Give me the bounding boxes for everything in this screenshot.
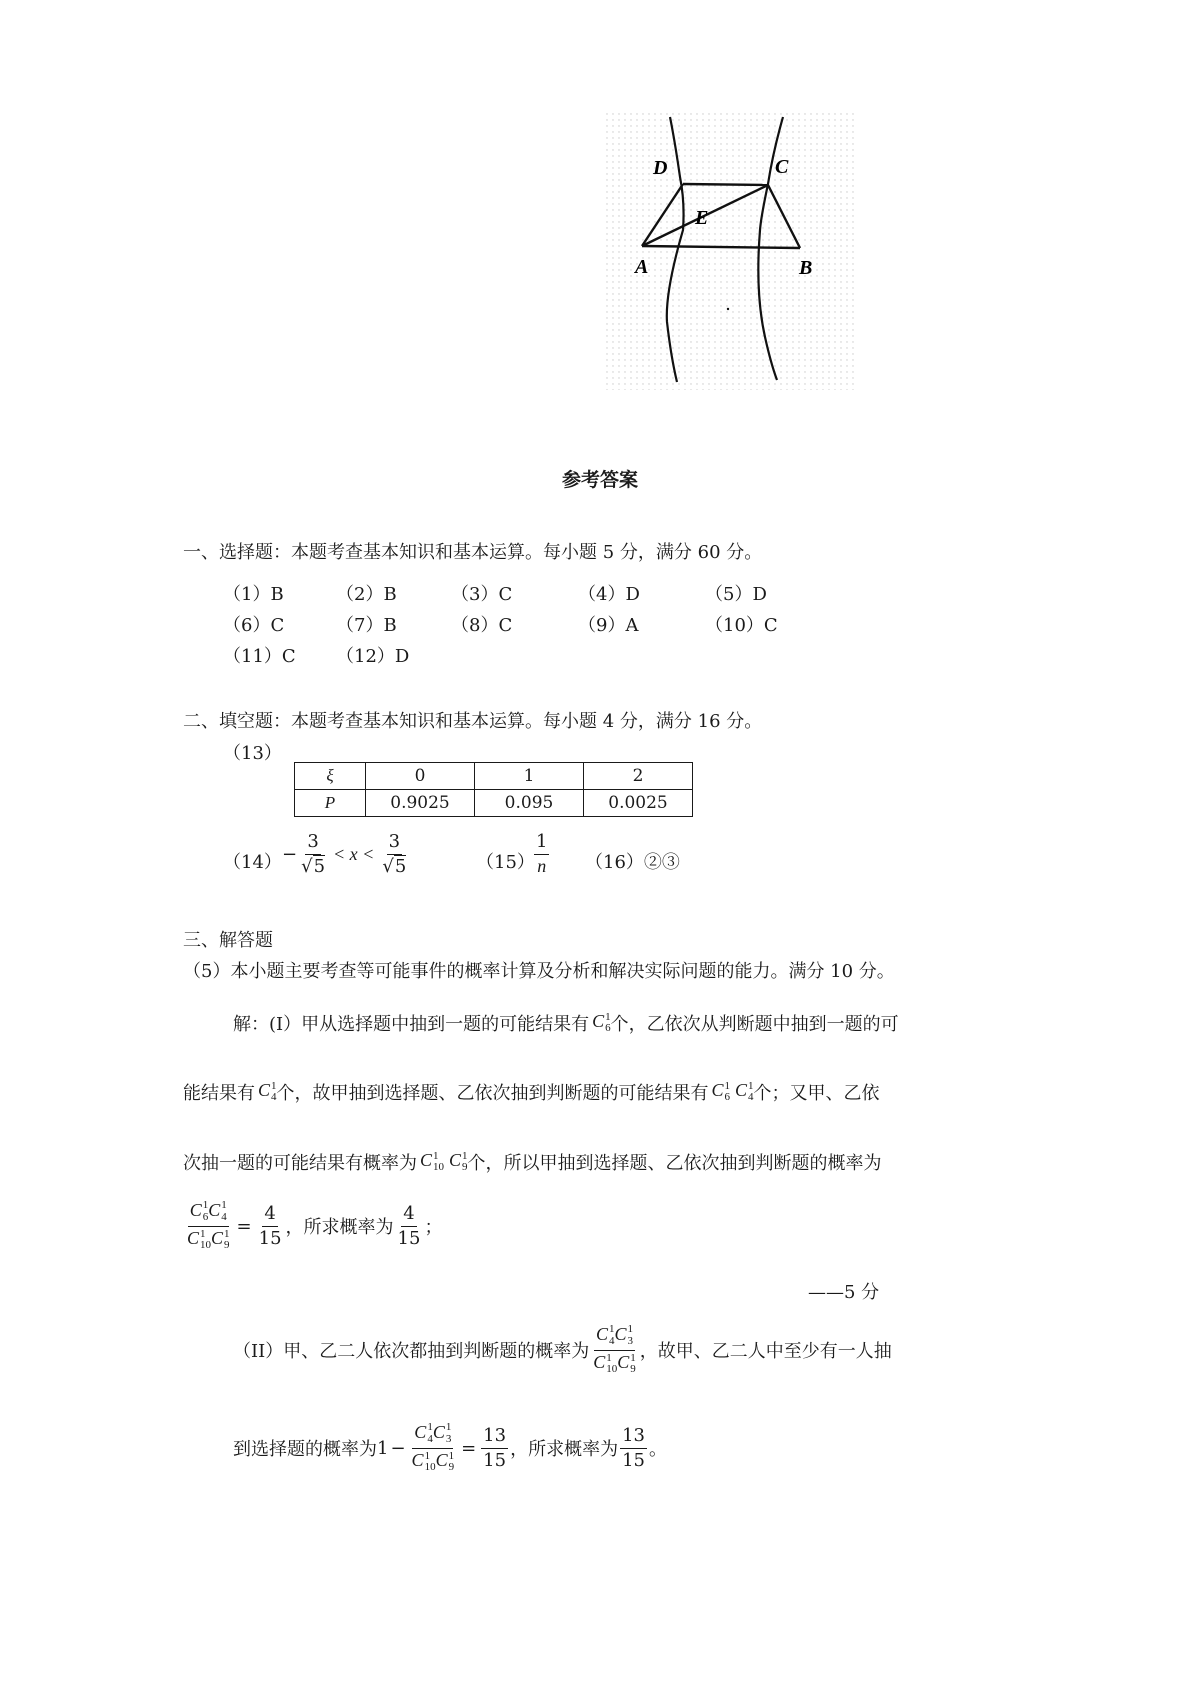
c-letter: C xyxy=(414,1422,427,1443)
fraction-13-15 xyxy=(620,1426,647,1471)
combination-c31 xyxy=(614,1323,633,1347)
sub: 9 xyxy=(448,1461,455,1474)
section1-header: 一、选择题：本题考查基本知识和基本运算。每小题 5 分，满分 60 分。 xyxy=(183,542,763,563)
section3-header: 三、解答题 xyxy=(183,930,273,951)
fraction-num: 4 xyxy=(262,1204,277,1227)
c-letter: C xyxy=(420,1150,433,1171)
answer-11: （11）C xyxy=(223,646,296,667)
label-d: D xyxy=(653,157,668,179)
sub: 3 xyxy=(627,1334,633,1347)
section2-header: 二、填空题：本题考查基本知识和基本运算。每小题 4 分，满分 16 分。 xyxy=(183,711,763,732)
answer-6: （6）C xyxy=(223,615,285,636)
sqrt-icon: √5 xyxy=(382,855,407,877)
minus-sign: − xyxy=(390,1437,406,1459)
c-letter: C xyxy=(735,1080,748,1101)
q14-mid: < x < xyxy=(333,843,375,864)
text-span: 解：(I）甲从选择题中抽到一题的可能结果有 xyxy=(233,1014,590,1035)
sup: 1 xyxy=(605,1010,611,1023)
figure-dot xyxy=(727,308,729,310)
q14-label: （14） xyxy=(223,852,282,873)
text-span: （II）甲、乙二人依次都抽到判断题的概率为 xyxy=(233,1341,590,1362)
sub: 10 xyxy=(424,1461,436,1474)
sub: 9 xyxy=(630,1363,636,1376)
solution-line-1 xyxy=(233,1005,899,1041)
fraction-den: 15 xyxy=(483,1449,507,1471)
combination-c41 xyxy=(258,1080,277,1103)
sub: 9 xyxy=(462,1161,468,1174)
sup: 1 xyxy=(433,1149,439,1162)
fraction-num xyxy=(188,1200,229,1226)
geometry-figure xyxy=(605,112,855,390)
score-marker: ——5 分 xyxy=(808,1282,880,1303)
combination-c41 xyxy=(208,1199,227,1223)
fraction-4-15 xyxy=(396,1204,423,1249)
sup: 1 xyxy=(202,1199,209,1212)
solution-line-4 xyxy=(183,1196,442,1256)
problem-statement: （5）本小题主要考查等可能事件的概率计算及分析和解决实际问题的能力。满分 10 分。 xyxy=(183,961,895,982)
table-row xyxy=(295,763,693,790)
q14-left-fraction xyxy=(299,832,327,877)
number-one: 1 xyxy=(377,1437,389,1459)
sqrt-icon: √5 xyxy=(301,855,326,877)
q13-label: （13） xyxy=(223,743,282,764)
sub: 4 xyxy=(271,1091,277,1104)
table-cell: 0.9025 xyxy=(366,790,475,817)
solution-part2-line-1 xyxy=(233,1320,892,1380)
sup: 1 xyxy=(200,1227,206,1240)
table-cell: P xyxy=(295,790,366,817)
sub: 6 xyxy=(605,1022,611,1035)
label-c: C xyxy=(775,156,789,178)
solution-line-3 xyxy=(183,1144,882,1180)
table-row xyxy=(295,790,693,817)
text-span: ，所求概率为 xyxy=(285,1217,394,1238)
distribution-table xyxy=(294,762,693,817)
table-cell: 0 xyxy=(366,763,475,790)
sub: 4 xyxy=(748,1091,754,1104)
sup: 1 xyxy=(630,1351,636,1364)
combination-c91 xyxy=(435,1449,455,1474)
q15-label: （15） xyxy=(476,852,535,873)
fraction-num: 13 xyxy=(481,1426,508,1449)
text-span: 能结果有 xyxy=(183,1083,255,1104)
fraction-den xyxy=(591,1351,638,1376)
text-span: 到选择题的概率为 xyxy=(233,1439,377,1460)
c-letter: C xyxy=(617,1352,630,1373)
table-cell: ξ xyxy=(295,763,366,790)
sup: 1 xyxy=(606,1351,612,1364)
sup: 1 xyxy=(724,1079,731,1092)
c-letter: C xyxy=(208,1200,221,1221)
fraction-den: 15 xyxy=(397,1227,421,1249)
table-cell: 0.095 xyxy=(475,790,584,817)
page-title: 参考答案 xyxy=(561,469,638,491)
fraction-num xyxy=(412,1422,453,1448)
q16-answer: （16）②③ xyxy=(585,852,680,873)
equals-sign: = xyxy=(236,1215,252,1237)
table-cell: 1 xyxy=(475,763,584,790)
fraction-num: 13 xyxy=(620,1426,647,1449)
q15-num: 1 xyxy=(534,832,549,855)
q14-right-num: 3 xyxy=(387,832,402,855)
label-b: B xyxy=(799,257,813,279)
probability-fraction-2 xyxy=(591,1324,638,1375)
table-cell: 0.0025 xyxy=(584,790,693,817)
q15-den: n xyxy=(537,855,547,876)
combination-c101 xyxy=(593,1351,618,1376)
sub: 6 xyxy=(202,1210,209,1223)
sub: 6 xyxy=(724,1091,731,1104)
c-letter: C xyxy=(449,1150,462,1171)
fraction-num xyxy=(594,1324,635,1350)
fraction-den xyxy=(185,1227,232,1252)
answer-8: （8）C xyxy=(451,615,513,636)
combination-c31 xyxy=(432,1421,452,1445)
combination-c41 xyxy=(414,1421,433,1445)
solution-part2-line-2 xyxy=(233,1418,667,1478)
answer-10: （10）C xyxy=(705,615,778,636)
combination-c101 xyxy=(187,1227,212,1252)
c-letter: C xyxy=(614,1324,627,1345)
answer-9: （9）A xyxy=(578,615,639,636)
text-span: ，故甲、乙二人中至少有一人抽 xyxy=(639,1341,892,1362)
combination-c41 xyxy=(735,1080,754,1103)
segment-dc xyxy=(683,184,768,185)
text-span: 次抽一题的可能结果有概率为 xyxy=(183,1153,417,1174)
sup: 1 xyxy=(427,1421,433,1434)
sup: 1 xyxy=(608,1323,615,1336)
probability-fraction-1 xyxy=(185,1200,232,1251)
fraction-den xyxy=(410,1449,457,1474)
text-span: 个，所以甲抽到选择题、乙依次抽到判断题的概率为 xyxy=(467,1153,882,1174)
combination-c101 xyxy=(411,1449,436,1474)
sup: 1 xyxy=(627,1323,633,1336)
combination-c61 xyxy=(592,1011,611,1034)
combination-c101 xyxy=(420,1150,444,1173)
equals-sign: = xyxy=(461,1437,477,1459)
sub: 10 xyxy=(200,1239,212,1252)
combination-c91 xyxy=(449,1150,468,1173)
c-letter: C xyxy=(189,1200,202,1221)
sup: 1 xyxy=(224,1227,230,1240)
sub: 4 xyxy=(221,1210,227,1223)
c-letter: C xyxy=(711,1080,724,1101)
text-span: ； xyxy=(424,1217,443,1238)
sup: 1 xyxy=(748,1079,754,1092)
c-letter: C xyxy=(187,1228,200,1249)
answer-1: （1）B xyxy=(223,584,284,605)
solution-line-2 xyxy=(183,1074,880,1110)
answer-3: （3）C xyxy=(451,584,513,605)
fraction-den: 15 xyxy=(258,1227,282,1249)
text-span: 个；又甲、乙依 xyxy=(753,1083,880,1104)
sub: 10 xyxy=(606,1363,618,1376)
c-letter: C xyxy=(435,1450,448,1471)
combination-c41 xyxy=(595,1323,615,1347)
answer-2: （2）B xyxy=(336,584,397,605)
fraction-den: 15 xyxy=(622,1449,645,1471)
sub: 4 xyxy=(427,1432,433,1445)
answer-4: （4）D xyxy=(578,584,640,605)
c-letter: C xyxy=(592,1011,605,1032)
text-span: 个，故甲抽到选择题、乙依次抽到判断题的可能结果有 xyxy=(276,1083,709,1104)
combination-c91 xyxy=(617,1351,636,1376)
q15-fraction xyxy=(534,832,549,877)
q14-left-radicand: 5 xyxy=(313,855,326,877)
text-span: 个，乙依次从判断题中抽到一题的可 xyxy=(610,1014,899,1035)
sub: 9 xyxy=(224,1239,230,1252)
fraction-num: 4 xyxy=(401,1204,416,1227)
sub: 3 xyxy=(445,1432,452,1445)
q14-right-fraction xyxy=(380,832,408,877)
combination-c61 xyxy=(712,1080,731,1103)
text-span: 。 xyxy=(648,1439,667,1460)
sub: 10 xyxy=(433,1161,445,1174)
text-span: ，所求概率为 xyxy=(510,1439,619,1460)
sup: 1 xyxy=(221,1199,227,1212)
c-letter: C xyxy=(211,1228,224,1249)
q14-answer xyxy=(282,832,410,877)
fraction-13-15 xyxy=(481,1426,508,1471)
figure-background xyxy=(605,112,855,390)
q14-right-radicand: 5 xyxy=(394,855,407,877)
combination-c61 xyxy=(189,1199,209,1223)
sup: 1 xyxy=(445,1421,452,1434)
c-letter: C xyxy=(595,1324,608,1345)
c-letter: C xyxy=(593,1352,606,1373)
q14-minus: − xyxy=(282,843,298,865)
answer-12: （12）D xyxy=(336,646,410,667)
probability-fraction-3 xyxy=(410,1422,457,1473)
sub: 4 xyxy=(608,1334,615,1347)
table-cell: 2 xyxy=(584,763,693,790)
answer-7: （7）B xyxy=(336,615,397,636)
label-a: A xyxy=(635,256,649,278)
combination-c91 xyxy=(211,1227,230,1252)
sup: 1 xyxy=(448,1449,455,1462)
q14-left-num: 3 xyxy=(305,832,320,855)
label-e: E xyxy=(695,207,709,229)
sup: 1 xyxy=(462,1149,468,1162)
q15-answer xyxy=(532,832,551,877)
sup: 1 xyxy=(271,1079,277,1092)
answer-5: （5）D xyxy=(705,584,767,605)
c-letter: C xyxy=(411,1450,424,1471)
sup: 1 xyxy=(424,1449,431,1462)
c-letter: C xyxy=(432,1422,445,1443)
c-letter: C xyxy=(258,1080,271,1101)
fraction-4-15 xyxy=(257,1204,284,1249)
